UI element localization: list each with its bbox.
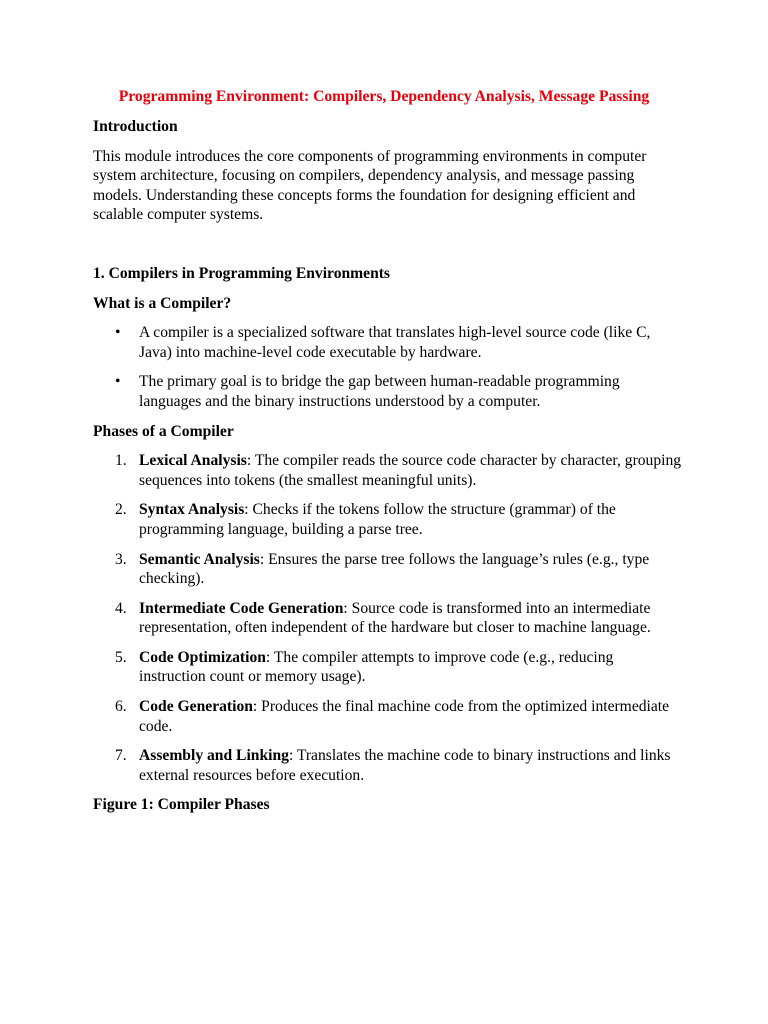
list-number: 5. xyxy=(115,648,127,666)
bullet-marker: • xyxy=(115,324,121,342)
list-item xyxy=(93,648,683,687)
phase-description: : Ensures the parse tree follows the language’s rules (e.g., type checking). xyxy=(139,550,650,588)
list-item xyxy=(93,500,683,539)
introduction-heading: Introduction xyxy=(93,118,178,135)
bullet-text: A compiler is a specialized software that translates high-level source code (like C, Java) into machine-level code executable by hardware. xyxy=(139,324,651,361)
phase-description: : The compiler reads the source code character by character, grouping sequences into tokens (the smallest meaningful units). xyxy=(139,452,682,489)
phase-term: Syntax Analysis xyxy=(139,501,245,519)
what-is-compiler-heading: What is a Compiler? xyxy=(93,294,232,312)
list-item xyxy=(93,746,683,785)
list-item xyxy=(93,599,683,638)
phase-description: : The compiler attempts to improve code (e.g., reducing instruction count or memory usage). xyxy=(139,648,614,686)
section-1-heading: 1. Compilers in Programming Environments xyxy=(93,264,391,282)
list-item xyxy=(93,697,683,736)
compiler-phases-list xyxy=(93,451,683,785)
phase-term: Code Optimization xyxy=(139,648,266,666)
list-number: 4. xyxy=(115,599,127,617)
phase-term: Code Generation xyxy=(139,698,253,716)
document-title: Programming Environment: Compilers, Dependency Analysis, Message Passing xyxy=(118,88,650,105)
list-number: 2. xyxy=(115,501,127,519)
list-item xyxy=(93,550,683,589)
figure-caption: Figure 1: Compiler Phases xyxy=(93,796,270,814)
list-item xyxy=(93,451,683,490)
phase-term: Intermediate Code Generation xyxy=(139,599,344,617)
list-number: 7. xyxy=(115,747,127,765)
phase-description: : Source code is transformed into an intermediate representation, often independent of the hardware but closer to machine language. xyxy=(139,599,651,637)
introduction-paragraph: This module introduces the core components of programming environments in computer system architecture, focusing on compilers, dependency analysis, and message passing models. Understanding these concepts forms the foundation for designing efficient and scalable computer systems. xyxy=(93,147,647,224)
phase-term: Semantic Analysis xyxy=(139,550,260,568)
list-number: 6. xyxy=(115,698,127,716)
phase-term: Lexical Analysis xyxy=(139,452,247,470)
bullet-text: The primary goal is to bridge the gap between human-readable programming languages and the binary instructions understood by a computer. xyxy=(139,373,620,410)
list-number: 1. xyxy=(115,452,127,470)
bullet-marker: • xyxy=(115,373,121,391)
list-item xyxy=(93,372,683,411)
phases-heading: Phases of a Compiler xyxy=(93,422,234,440)
list-item xyxy=(93,323,683,362)
phase-description: : Translates the machine code to binary instructions and links external resources before execution. xyxy=(139,747,671,784)
compiler-definition-list xyxy=(93,323,683,411)
phase-description: : Checks if the tokens follow the structure (grammar) of the programming language, building a parse tree. xyxy=(139,501,616,538)
phase-description: : Produces the final machine code from the optimized intermediate code. xyxy=(139,698,670,735)
document-page xyxy=(93,87,683,815)
list-number: 3. xyxy=(115,550,127,568)
phase-term: Assembly and Linking xyxy=(139,747,289,765)
